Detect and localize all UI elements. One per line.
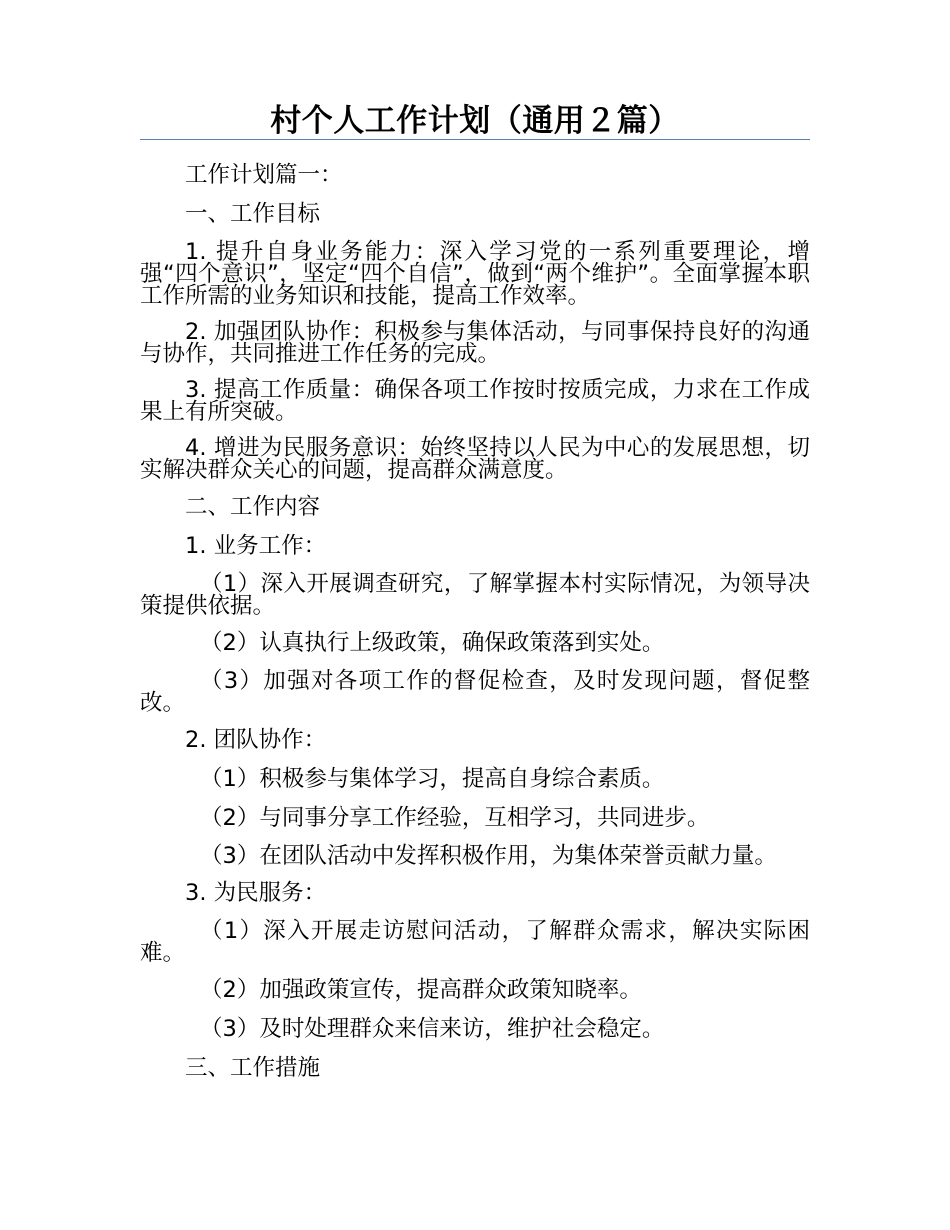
team-item-1: （1）积极参与集体学习，提高自身综合素质。 [200, 766, 665, 792]
subheading-team-work: 2. 团队协作： [185, 727, 327, 753]
subheading-public-service: 3. 为民服务： [185, 880, 327, 906]
team-item-3: （3）在团队活动中发挥积极作用，为集体荣誉贡献力量。 [200, 843, 777, 869]
document-body [140, 156, 810, 1088]
goal-item-3: 3. 提高工作质量：确保各项工作按时按质完成，力求在工作成果上有所突破。 [140, 377, 810, 425]
section-heading-goals: 一、工作目标 [185, 201, 321, 227]
service-item-2: （2）加强政策宣传，提高群众政策知晓率。 [200, 977, 642, 1003]
team-item-2: （2）与同事分享工作经验，互相学习，共同进步。 [200, 805, 710, 831]
title-underline [140, 139, 810, 140]
page-title: 村个人工作计划（通用２篇） [270, 103, 680, 139]
business-item-3: （3）加强对各项工作的督促检查，及时发现问题，督促整改。 [140, 668, 810, 716]
section-heading-measures: 三、工作措施 [185, 1055, 321, 1081]
goal-item-1: 1. 提升自身业务能力：深入学习党的一系列重要理论，增强“四个意识”，坚定“四个自信”，做到“两个维护”。全面掌握本职工作所需的业务知识和技能，提高工作效率。 [140, 239, 810, 309]
goal-item-4: 4. 增进为民服务意识：始终坚持以人民为中心的发展思想，切实解决群众关心的问题，提高群众满意度。 [140, 435, 810, 483]
service-item-1: （1）深入开展走访慰问活动，了解群众需求，解决实际困难。 [140, 918, 810, 966]
section-heading-plan-one: 工作计划篇一： [185, 162, 343, 188]
business-item-2: （2）认真执行上级政策，确保政策落到实处。 [200, 630, 665, 656]
section-heading-content: 二、工作内容 [185, 494, 321, 520]
business-item-1: （1）深入开展调查研究，了解掌握本村实际情况，为领导决策提供依据。 [140, 571, 810, 619]
service-item-3: （3）及时处理群众来信来访，维护社会稳定。 [200, 1016, 665, 1042]
subheading-business-work: 1. 业务工作： [185, 533, 327, 559]
goal-item-2: 2. 加强团队协作：积极参与集体活动，与同事保持良好的沟通与协作，共同推进工作任务的完成。 [140, 319, 810, 367]
